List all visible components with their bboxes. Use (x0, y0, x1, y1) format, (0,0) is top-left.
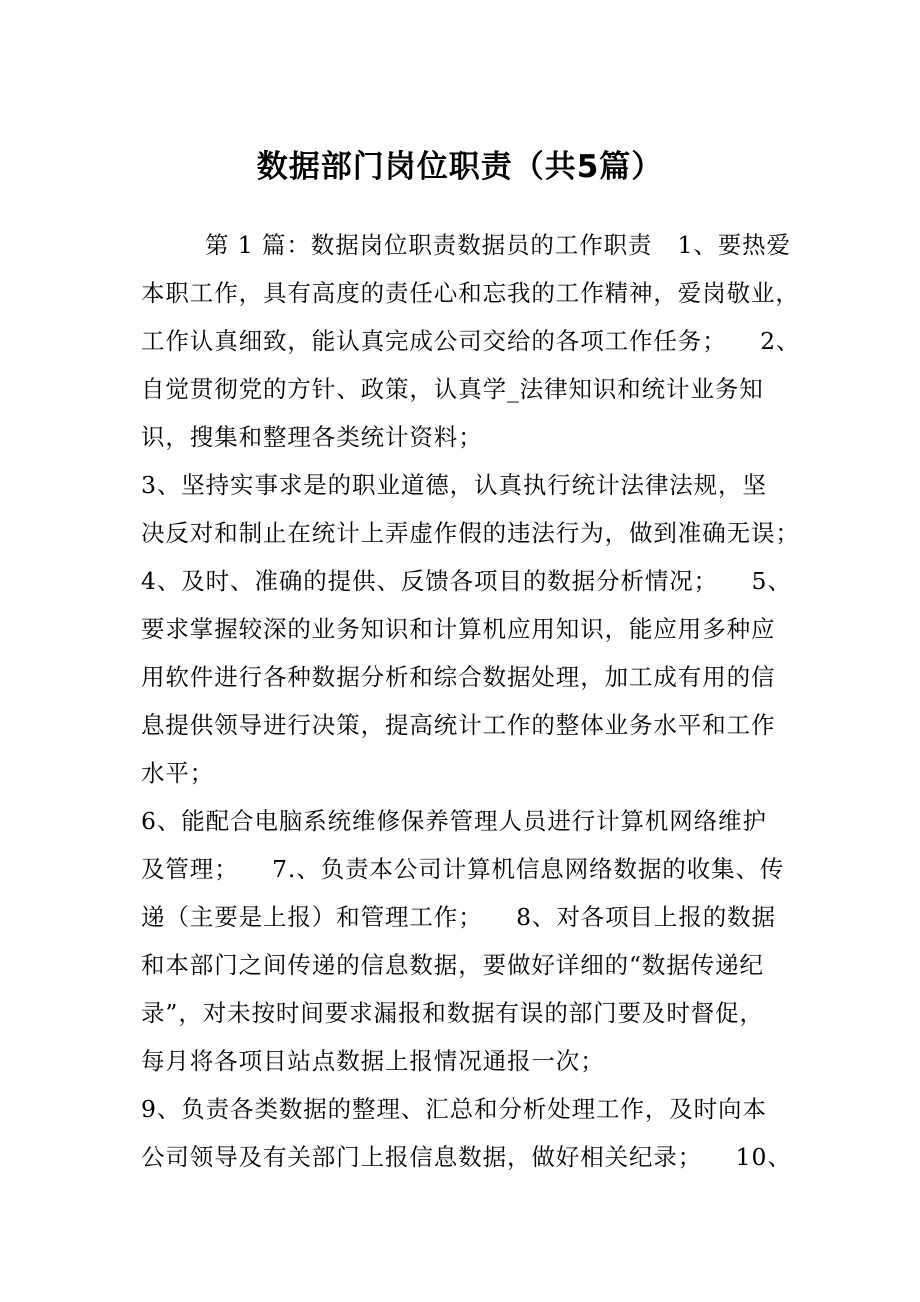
text-line: 每月将各项目站点数据上报情况通报一次； (141, 1047, 605, 1075)
text-line: 息提供领导进行决策，提高统计工作的整体业务水平和工作 (141, 711, 776, 739)
text-line: 及管理； 7.、负责本公司计算机信息网络数据的收集、传 (141, 855, 785, 883)
text-line: 水平； (141, 759, 215, 787)
text-line: 3、坚持实事求是的职业道德，认真执行统计法律法规，坚 (141, 471, 767, 499)
text-line: 要求掌握较深的业务知识和计算机应用知识，能应用多种应 (141, 615, 776, 643)
text-line: 和本部门之间传递的信息数据，要做好详细的“数据传递纪 (141, 951, 764, 979)
text-line: 公司领导及有关部门上报信息数据，做好相关纪录； 10、 (141, 1143, 792, 1171)
text-line: 4、及时、准确的提供、反馈各项目的数据分析情况； 5、 (141, 567, 792, 595)
text-line: 9、负责各类数据的整理、汇总和分析处理工作，及时向本 (141, 1095, 767, 1123)
text-line: 工作认真细致，能认真完成公司交给的各项工作任务； 2、 (141, 327, 801, 355)
text-line: 递（主要是上报）和管理工作； 8、对各项目上报的数据 (141, 903, 776, 931)
text-line: 自觉贯彻党的方针、政策，认真学_法律知识和统计业务知 (141, 375, 764, 403)
text-line: 决反对和制止在统计上弄虚作假的违法行为，做到准确无误； (141, 519, 800, 547)
text-line: 识，搜集和整理各类统计资料； (141, 423, 483, 451)
text-line: 6、能配合电脑系统维修保养管理人员进行计算机网络维护 (141, 807, 767, 835)
text-line: 第 1 篇：数据岗位职责数据员的工作职责 1、要热爱 (205, 231, 791, 259)
text-line: 录”，对未按时间要求漏报和数据有误的部门要及时督促， (141, 999, 764, 1027)
text-line: 本职工作，具有高度的责任心和忘我的工作精神，爱岗敬业， (141, 279, 800, 307)
document-title: 数据部门岗位职责（共5篇） (256, 149, 664, 185)
text-line: 用软件进行各种数据分析和综合数据处理，加工成有用的信 (141, 663, 776, 691)
